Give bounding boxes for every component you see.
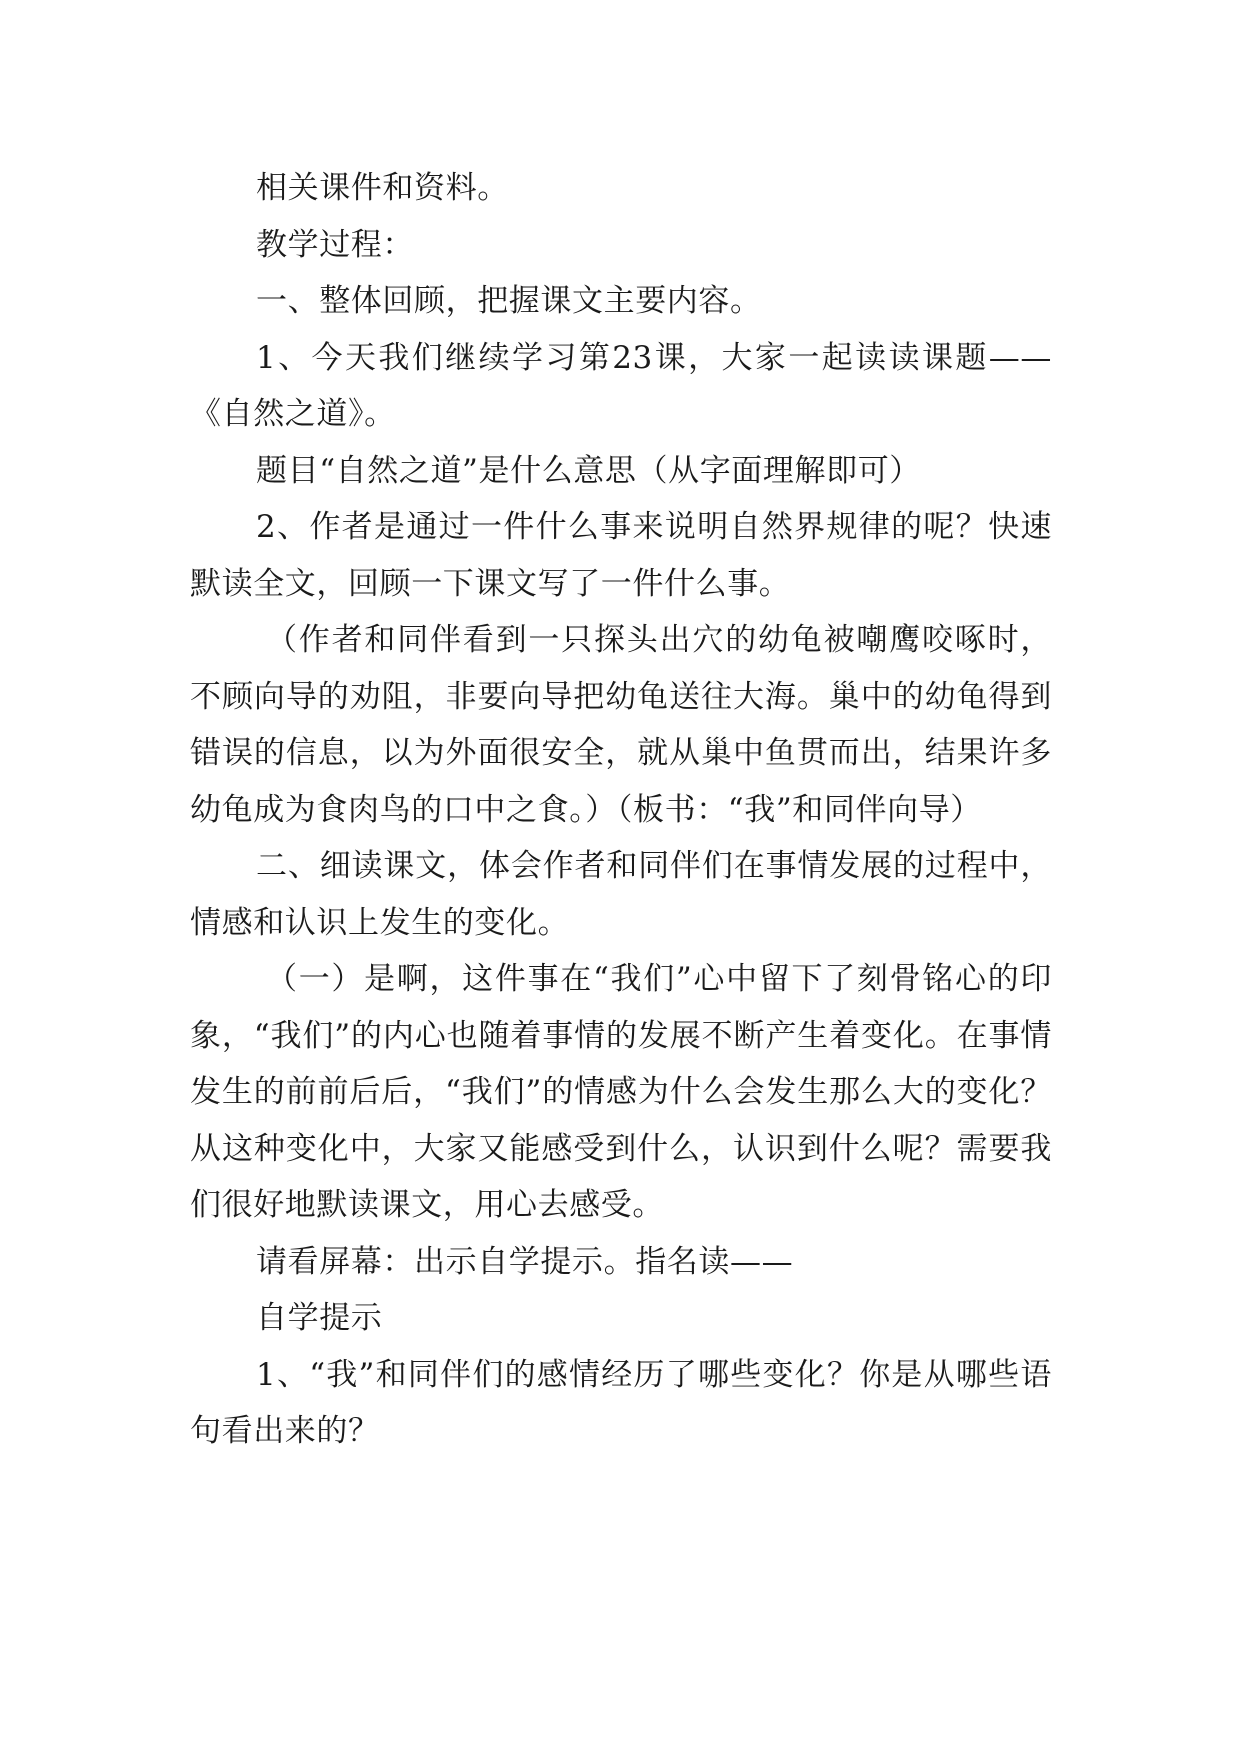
paragraph-title-meaning: 题目“自然之道”是什么意思（从字面理解即可） [256,452,921,489]
paragraph-section-one-heading: 一、整体回顾，把握课文主要内容。 [256,283,762,319]
paragraph-section-two-heading: 二、细读课文，体会作者和同伴们在事情发展的过程中，情感和认识上发生的变化。 [190,848,1052,941]
paragraph-story-summary: （作者和同伴看到一只探头出穴的幼龟被嘲鹰咬啄时，不顾向导的劝阻，非要向导把幼龟送往大海。巢中的幼龟得到错误的信息，以为外面很安全，就从巢中鱼贯而出，结果许多幼龟成为食肉鸟的口中之食。）（板书：“我”和同伴向导） [190,622,1052,828]
paragraph-self-study-question-1: 1、“我”和同伴们的感情经历了哪些变化？你是从哪些语句看出来的？ [190,1356,1052,1449]
paragraph-teaching-process-heading: 教学过程： [256,226,414,263]
paragraph-self-study-heading: 自学提示 [256,1300,383,1336]
paragraph-subsection-one: （一）是啊，这件事在“我们”心中留下了刻骨铭心的印象，“我们”的内心也随着事情的发展不断产生着变化。在事情发生的前前后后，“我们”的情感为什么会发生那么大的变化？从这种变化中，大家又能感受到什么，认识到什么呢？需要我们很好地默读课文，用心去感受。 [190,961,1052,1223]
paragraph-step-1: 1、今天我们继续学习第23课，大家一起读读课题——《自然之道》。 [190,339,1052,432]
paragraph-screen-instruction: 请看屏幕：出示自学提示。指名读—— [256,1243,794,1280]
paragraph-materials: 相关课件和资料。 [256,170,509,206]
paragraph-step-2: 2、作者是通过一件什么事来说明自然界规律的呢？快速默读全文，回顾一下课文写了一件什么事。 [190,509,1052,602]
document-body [190,160,1052,1460]
